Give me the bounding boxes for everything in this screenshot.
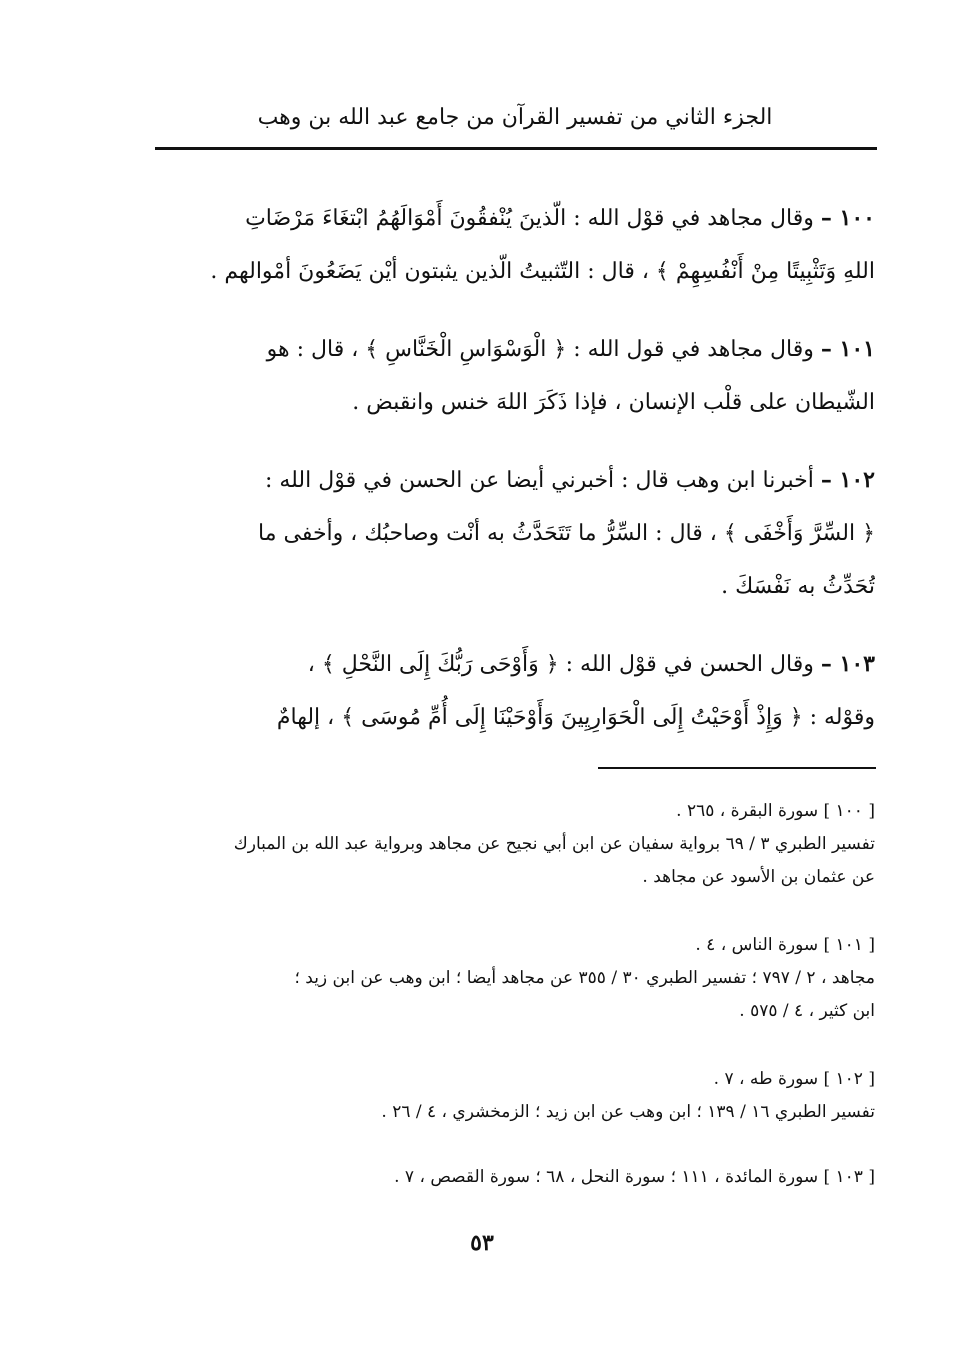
page-number: ٥٣ xyxy=(470,1230,494,1256)
footnote-separator xyxy=(598,767,876,769)
paragraph-number: ١٠١ – xyxy=(820,336,875,362)
paragraph-line xyxy=(158,323,875,376)
footnote-101 xyxy=(158,929,875,1028)
running-header: الجزء الثاني من تفسير القرآن من جامع عبد الله بن وهب xyxy=(257,105,773,130)
footnote-line: [ ١٠١ ] سورة الناس ، ٤ . xyxy=(695,935,875,955)
footnote-line: مجاهد ، ٢ / ٧٩٧ ؛ تفسير الطبري ٣٠ / ٣٥٥ عن مجاهد أيضا ؛ ابن وهب عن ابن زيد ؛ xyxy=(294,968,875,988)
paragraph-number: ١٠٢ – xyxy=(820,467,875,493)
paragraph-101 xyxy=(158,323,875,429)
footnote-line: [ ١٠٣ ] سورة المائدة ، ١١١ ؛ سورة النحل ، ٦٨ ؛ سورة القصص ، ٧ . xyxy=(394,1167,875,1187)
footnote-line: ابن كثير ، ٤ / ٥٧٥ . xyxy=(739,1001,875,1021)
paragraph-100 xyxy=(158,192,875,298)
paragraph-103 xyxy=(158,638,875,744)
paragraph-text: وقال مجاهد في قوْل الله : الّذينَ يُنْفقُونَ أَمْوَالَهُمُ ابْتغَاءَ مَرْضَاتِ xyxy=(245,206,814,231)
paragraph-number: ١٠٣ – xyxy=(820,651,875,677)
paragraph-line: ﴿ السِّرَّ وَأَخْفَى ﴾ ، قال : السِّرُّ ما تَتَحَدَّثُ به أنْت وصاحبُك ، وأخفى ما xyxy=(258,521,875,546)
paragraph-text: وقال الحسن في قوْل الله : ﴿ وَأَوْحَى رَبُّكَ إِلَى النَّحْلِ ﴾ ، xyxy=(307,652,814,677)
footnote-line: [ ١٠٠ ] سورة البقرة ، ٢٦٥ . xyxy=(676,801,875,821)
footnote-103 xyxy=(158,1161,875,1194)
paragraph-number: ١٠٠ – xyxy=(820,205,875,231)
footnote-line: عن عثمان بن الأسود عن مجاهد . xyxy=(642,867,875,887)
paragraph-line: اللهِ وَتَثْبِيتًا مِنْ أَنْفُسِهِمْ ﴾ ، قال : التّثبيتُ الّذين يثبتون أيْن يَضَعُونَ أمْوالهم . xyxy=(210,259,875,284)
paragraph-line: وقوْله : ﴿ وَإِذْ أَوْحَيْتُ إِلَى الْحَوَارِيِينَ وَأَوْحَيْنَا إِلَى أُمِّ مُوسَى ﴾ ، إلهامٌ xyxy=(276,705,875,730)
footnote-100 xyxy=(158,795,875,894)
paragraph-line xyxy=(158,638,875,691)
paragraph-text: وقال مجاهد في قول الله : ﴿ الْوَسْوَاسِ الْخَنَّاسِ ﴾ ، قال : هو xyxy=(266,337,814,362)
footnote-line: تفسير الطبري ٣ / ٦٩ برواية سفيان عن ابن أبي نجيح عن مجاهد وبرواية عبد الله بن المبارك xyxy=(233,834,875,854)
footnote-line: تفسير الطبري ١٦ / ١٣٩ ؛ ابن وهب عن ابن زيد ؛ الزمخشري ، ٤ / ٢٦ . xyxy=(381,1102,875,1122)
paragraph-line xyxy=(158,454,875,507)
paragraph-text: أخبرنا ابن وهب قال : أخبرني أيضا عن الحسن في قوْل الله : xyxy=(264,468,814,493)
paragraph-line: الشّيطان على قلْب الإنسان ، فإذا ذَكَرَ اللهَ خنس وانقبض . xyxy=(352,390,875,415)
header-rule xyxy=(155,147,877,150)
footnote-line: [ ١٠٢ ] سورة طه ، ٧ . xyxy=(713,1069,875,1089)
paragraph-102 xyxy=(158,454,875,613)
paragraph-line: تُحَدِّثُ به نَفْسَكَ . xyxy=(721,574,875,599)
paragraph-line xyxy=(158,192,875,245)
footnote-102 xyxy=(158,1063,875,1129)
